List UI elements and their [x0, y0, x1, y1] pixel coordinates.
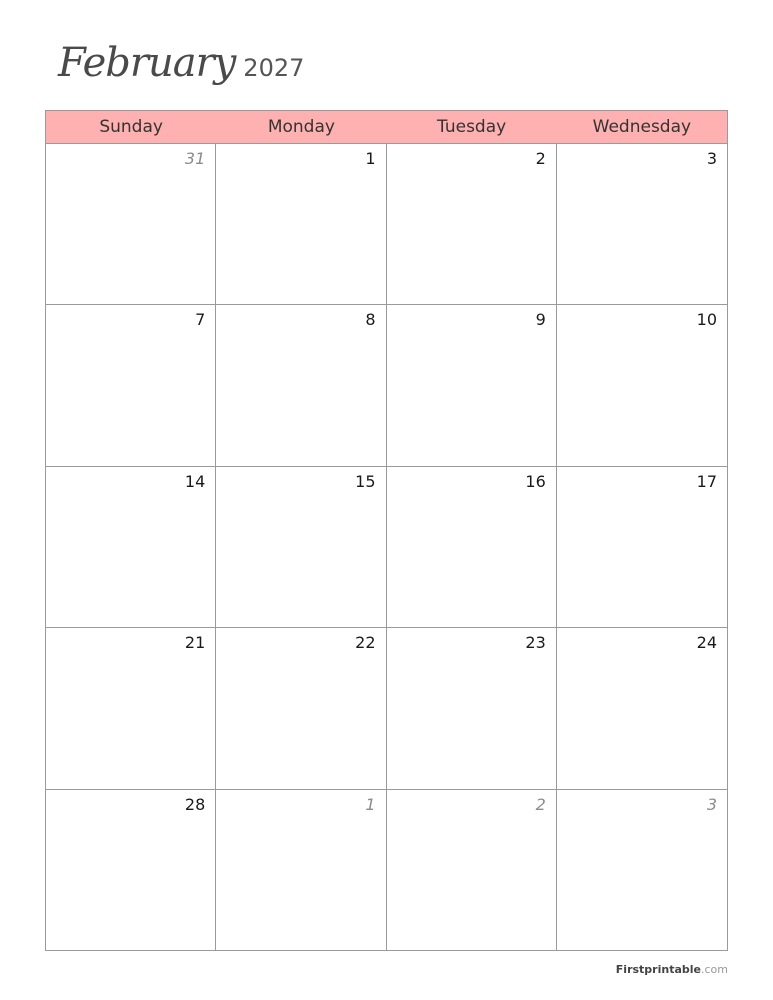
- day-cell: [387, 467, 557, 628]
- day-number: 23: [525, 633, 546, 653]
- day-number: 28: [184, 794, 206, 814]
- day-cell: [46, 144, 216, 305]
- day-number: 2: [535, 149, 546, 168]
- day-number: 9: [535, 310, 546, 330]
- footer-tld: .com: [701, 963, 728, 976]
- day-number: 8: [365, 310, 376, 330]
- day-cell: [387, 628, 557, 789]
- day-cell: [216, 305, 386, 466]
- day-cell: [216, 467, 386, 628]
- day-number: 2: [535, 794, 546, 814]
- day-cell: [387, 790, 557, 951]
- day-number: 1: [365, 149, 376, 168]
- calendar-title: [58, 40, 304, 100]
- calendar-grid: [45, 110, 728, 951]
- day-cell: [46, 628, 216, 789]
- day-cell: [216, 628, 386, 789]
- day-cell: [557, 144, 727, 305]
- day-number: 21: [184, 633, 206, 653]
- day-cell: [216, 790, 386, 951]
- day-cell: [387, 305, 557, 466]
- weekday-wednesday: Wednesday: [592, 117, 692, 137]
- day-cell: [387, 144, 557, 305]
- day-number: 24: [696, 633, 717, 653]
- weekday-tuesday: Tuesday: [437, 117, 507, 137]
- day-cell: [557, 628, 727, 789]
- weekday-header: [46, 111, 727, 144]
- day-number: 15: [355, 471, 376, 491]
- day-number: 3: [706, 149, 717, 168]
- year: 2027: [243, 54, 305, 82]
- day-number: 3: [706, 794, 717, 814]
- day-cell: [216, 144, 386, 305]
- day-number: 7: [195, 310, 206, 330]
- weekday-monday: Monday: [267, 117, 335, 137]
- day-number: 10: [696, 310, 717, 330]
- month-name: February: [58, 40, 236, 86]
- day-number: 16: [525, 471, 546, 491]
- footer-brand: Firstprintable: [615, 963, 701, 976]
- day-number: 31: [184, 149, 206, 168]
- day-cell: [557, 790, 727, 951]
- day-number: 1: [365, 794, 376, 814]
- day-number: 22: [355, 633, 376, 653]
- day-cell: [557, 467, 727, 628]
- days-grid: [46, 144, 727, 951]
- footer-credit: [616, 963, 728, 976]
- day-number: 17: [696, 471, 717, 491]
- day-cell: [46, 467, 216, 628]
- weekday-sunday: Sunday: [99, 117, 163, 137]
- day-cell: [46, 305, 216, 466]
- day-cell: [557, 305, 727, 466]
- day-number: 14: [184, 471, 206, 491]
- day-cell: [46, 790, 216, 951]
